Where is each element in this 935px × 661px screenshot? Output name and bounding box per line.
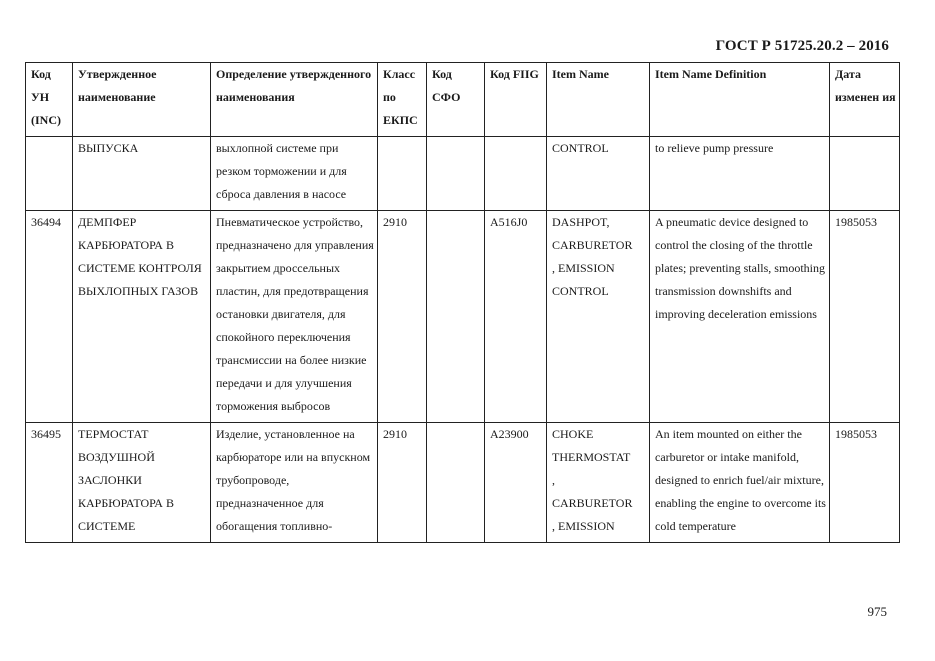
cell-code: 36495 xyxy=(26,423,73,543)
cell-sfo xyxy=(427,211,485,423)
table-row xyxy=(26,423,900,543)
cell-code: 36494 xyxy=(26,211,73,423)
cell-name: ДЕМПФЕР КАРБЮРАТОРА В СИСТЕМЕ КОНТРОЛЯ ВЫХЛОПНЫХ ГАЗОВ xyxy=(73,211,211,423)
cell-name: ВЫПУСКА xyxy=(73,137,211,211)
cell-fiig xyxy=(485,137,547,211)
cell-item-name: CHOKE THERMOSTAT , CARBURETOR , EMISSION xyxy=(547,423,650,543)
col-header-fiig: Код FIIG xyxy=(485,63,547,137)
document-header: ГОСТ Р 51725.20.2 – 2016 xyxy=(715,38,889,54)
cell-date xyxy=(830,137,900,211)
page-number: 975 xyxy=(867,604,887,619)
cell-date: 1985053 xyxy=(830,211,900,423)
col-header-sfo: Код СФО xyxy=(427,63,485,137)
inc-table xyxy=(25,62,900,543)
col-header-class: Класс по ЕКПС xyxy=(378,63,427,137)
col-header-item-definition: Item Name Definition xyxy=(650,63,830,137)
col-header-inc: Код УН (INC) xyxy=(26,63,73,137)
col-header-date: Дата изменен ия xyxy=(830,63,900,137)
cell-item-name: DASHPOT, CARBURETOR , EMISSION CONTROL xyxy=(547,211,650,423)
table-header-row xyxy=(26,63,900,137)
col-header-definition: Определение утвержденного наименования xyxy=(211,63,378,137)
cell-item-definition: to relieve pump pressure xyxy=(650,137,830,211)
cell-class: 2910 xyxy=(378,211,427,423)
col-header-item-name: Item Name xyxy=(547,63,650,137)
cell-date: 1985053 xyxy=(830,423,900,543)
table-row xyxy=(26,137,900,211)
col-header-approved-name: Утвержденное наименование xyxy=(73,63,211,137)
cell-definition: выхлопной системе при резком торможении и для сброса давления в насосе xyxy=(211,137,378,211)
cell-item-definition: An item mounted on either the carburetor or intake manifold, designed to enrich fuel/air mixture, enabling the engine to overcome its cold temperature xyxy=(650,423,830,543)
cell-item-name: CONTROL xyxy=(547,137,650,211)
cell-class xyxy=(378,137,427,211)
cell-code xyxy=(26,137,73,211)
cell-class: 2910 xyxy=(378,423,427,543)
cell-name: ТЕРМОСТАТ ВОЗДУШНОЙ ЗАСЛОНКИ КАРБЮРАТОРА В СИСТЕМЕ xyxy=(73,423,211,543)
cell-definition: Изделие, установленное на карбюраторе или на впускном трубопроводе, предназначенное для обогащения топливно- xyxy=(211,423,378,543)
cell-fiig: A23900 xyxy=(485,423,547,543)
cell-definition: Пневматическое устройство, предназначено для управления закрытием дроссельных пластин, для предотвращения остановки двигателя, для спокойного переключения трансмиссии на более низкие передачи и для улучшения торможения выбросов xyxy=(211,211,378,423)
table-row xyxy=(26,211,900,423)
cell-sfo xyxy=(427,137,485,211)
cell-item-definition: A pneumatic device designed to control the closing of the throttle plates; preventing stalls, smoothing transmission downshifts and improving deceleration emissions xyxy=(650,211,830,423)
cell-sfo xyxy=(427,423,485,543)
cell-fiig: A516J0 xyxy=(485,211,547,423)
